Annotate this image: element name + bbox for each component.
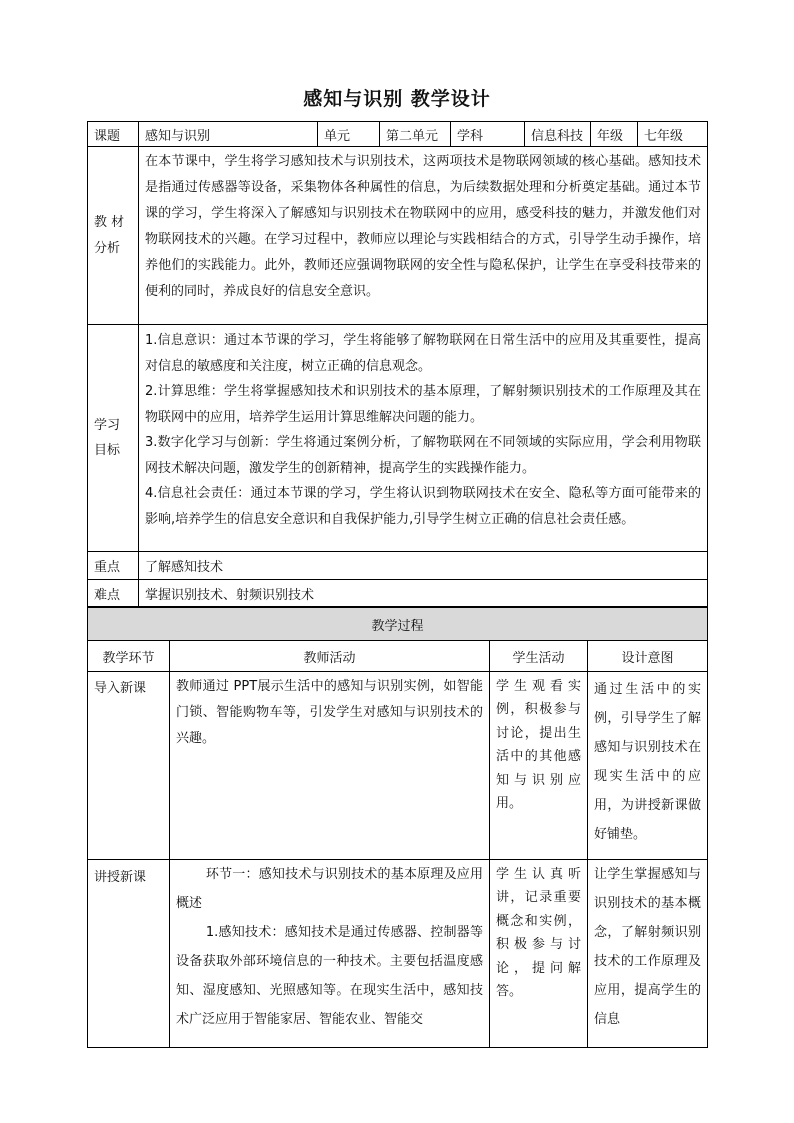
difficult-point-label: 难点 xyxy=(88,580,139,607)
teacher-activity-new-lesson xyxy=(170,860,490,1048)
goal-item-1: 1.信息意识：通过本节课的学习，学生将能够了解物联网在日常生活中的应用及其重要性，提高对信息的敏感度和关注度，树立正确的信息观念。 xyxy=(145,333,701,374)
design-intent-intro: 通过生活中的实例，引导学生了解感知与识别技术在现实生活中的应用，为讲授新课做好铺垫。 xyxy=(588,672,708,860)
topic-label: 课题 xyxy=(88,122,139,147)
key-point-row xyxy=(88,552,708,580)
process-heading-row xyxy=(88,608,708,641)
teaching-process-table xyxy=(87,607,708,1048)
difficult-point-value: 掌握识别技术、射频识别技术 xyxy=(139,580,708,607)
grade-label: 年级 xyxy=(591,122,638,147)
teacher-activity-intro xyxy=(170,672,490,860)
stage-intro: 导入新课 xyxy=(88,672,170,860)
goal-item-3: 3.数字化学习与创新：学生将通过案例分析，了解物联网在不同领域的实际应用，学会利用物联网技术解决问题，激发学生的创新精神，提高学生的实践操作能力。 xyxy=(145,435,701,476)
process-row-new-lesson xyxy=(88,860,708,1048)
difficult-point-row xyxy=(88,580,708,607)
learning-goals-list xyxy=(139,325,708,552)
material-analysis-row xyxy=(88,147,708,325)
process-header-row xyxy=(88,641,708,672)
learning-goals-row xyxy=(88,325,708,552)
column-header-stage: 教学环节 xyxy=(88,641,170,672)
student-activity-intro: 学生观看实例，积极参与讨论，提出生活中的其他感知与识别应用。 xyxy=(490,672,588,860)
material-analysis-text: 在本节课中，学生将学习感知技术与识别技术，这两项技术是物联网领域的核心基础。感知技术是指通过传感器等设备，采集物体各种属性的信息，为后续数据处理和分析奠定基础。通过本节课的学习，学生将深入了解感知与识别技术在物联网中的应用，感受科技的魅力，并激发他们对物联网技术的兴趣。在学习过程中，教师应以理论与实践相结合的方式，引导学生动手操作，培养他们的实践能力。此外，教师还应强调物联网的安全性与隐私保护，让学生在享受科技带来的便利的同时，养成良好的信息安全意识。 xyxy=(139,147,708,325)
key-point-value: 了解感知技术 xyxy=(139,552,708,580)
teacher-section-heading: 环节一：感知技术与识别技术的基本原理及应用概述 xyxy=(176,867,483,911)
material-label-line2: 分析 xyxy=(94,240,121,256)
stage-new-lesson: 讲授新课 xyxy=(88,860,170,1048)
column-header-intent: 设计意图 xyxy=(588,641,708,672)
design-intent-new-lesson: 让学生掌握感知与识别技术的基本概念，了解射频识别技术的工作原理及应用，提高学生的信息 xyxy=(588,860,708,1048)
topic-value: 感知与识别 xyxy=(139,122,318,147)
unit-value: 第二单元 xyxy=(380,122,451,147)
learning-goals-label xyxy=(88,325,139,552)
info-row xyxy=(88,122,708,147)
teacher-sensing-paragraph: 1.感知技术：感知技术是通过传感器、控制器等设备获取外部环境信息的一种技术。主要包括温度感知、湿度感知、光照感知等。在现实生活中，感知技术广泛应用于智能家居、智能农业、智能交 xyxy=(176,925,483,1027)
subject-label: 学科 xyxy=(451,122,525,147)
student-activity-new-lesson: 学生认真听讲，记录重要概念和实例，积极参与讨论，提问解答。 xyxy=(490,860,588,1048)
teacher-intro-paragraph: 教师通过 PPT展示生活中的感知与识别实例，如智能门锁、智能购物车等，引发学生对感知与识别技术的兴趣。 xyxy=(176,679,483,746)
material-label-line1: 教 材 xyxy=(94,215,125,230)
goals-label-line1: 学习 xyxy=(94,417,121,433)
lesson-info-table xyxy=(87,121,708,607)
goal-item-4: 4.信息社会责任：通过本节课的学习，学生将认识到物联网技术在安全、隐私等方面可能带来的影响,培养学生的信息安全意识和自我保护能力,引导学生树立正确的信息社会责任感。 xyxy=(145,486,701,527)
key-point-label: 重点 xyxy=(88,552,139,580)
unit-label: 单元 xyxy=(318,122,380,147)
column-header-student: 学生活动 xyxy=(490,641,588,672)
grade-value: 七年级 xyxy=(638,122,708,147)
process-heading: 教学过程 xyxy=(88,608,708,641)
subject-value: 信息科技 xyxy=(525,122,591,147)
material-analysis-label xyxy=(88,147,139,325)
goals-label-line2: 目标 xyxy=(94,443,121,458)
page-title: 感知与识别 教学设计 xyxy=(303,88,491,110)
goal-item-2: 2.计算思维：学生将掌握感知技术和识别技术的基本原理，了解射频识别技术的工作原理及其在物联网中的应用，培养学生运用计算思维解决问题的能力。 xyxy=(145,384,701,425)
column-header-teacher: 教师活动 xyxy=(170,641,490,672)
process-row-intro xyxy=(88,672,708,860)
